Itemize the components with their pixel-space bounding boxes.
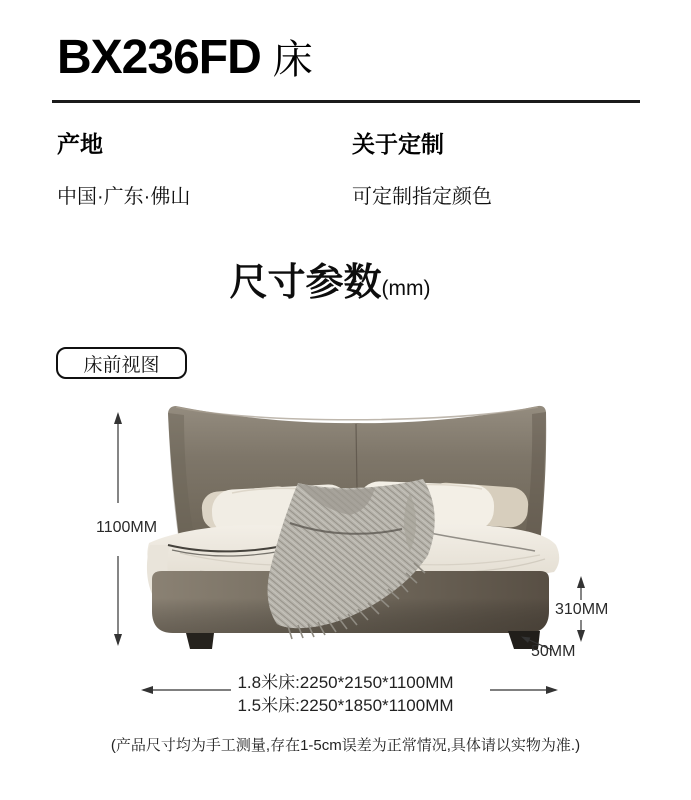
customization-label: 关于定制 <box>352 131 444 157</box>
base-height-dimension-label: 310MM <box>555 601 609 618</box>
size-spec-line-1: 1.8米床:2250*2150*1100MM <box>237 673 454 692</box>
height-dimension-label: 1100MM <box>96 519 158 536</box>
arrow-up-icon <box>577 576 585 588</box>
size-spec-line-2: 1.5米床:2250*1850*1100MM <box>237 696 454 715</box>
header-divider <box>52 100 640 103</box>
front-view-label: 床前视图 <box>83 354 160 376</box>
bed-foot-left <box>186 633 214 649</box>
dimensions-title-text: 尺寸参数 <box>229 262 382 304</box>
customization-value: 可定制指定颜色 <box>352 186 492 208</box>
dimensions-unit-text: (mm) <box>381 277 431 300</box>
bed-illustration <box>140 393 565 655</box>
bed-feet <box>186 631 540 649</box>
customization-info <box>352 126 492 209</box>
leg-height-dimension-label: 50MM <box>531 643 576 660</box>
origin-label: 产地 <box>57 131 103 157</box>
origin-value: 中国·广东·佛山 <box>57 186 191 208</box>
arrow-up-icon <box>114 412 122 424</box>
dimensions-section-title <box>0 251 660 306</box>
measurement-disclaimer: (产品尺寸均为手工测量,存在1-5cm误差为正常情况,具体请以实物为准.) <box>110 737 581 754</box>
arrow-down-icon <box>114 634 122 646</box>
front-view-label-box <box>56 347 187 379</box>
arrow-down-icon <box>577 630 585 642</box>
origin-info <box>57 126 190 209</box>
model-number: BX236FD <box>57 31 261 84</box>
product-type-label: 床 <box>272 38 313 82</box>
page-title <box>57 28 313 85</box>
